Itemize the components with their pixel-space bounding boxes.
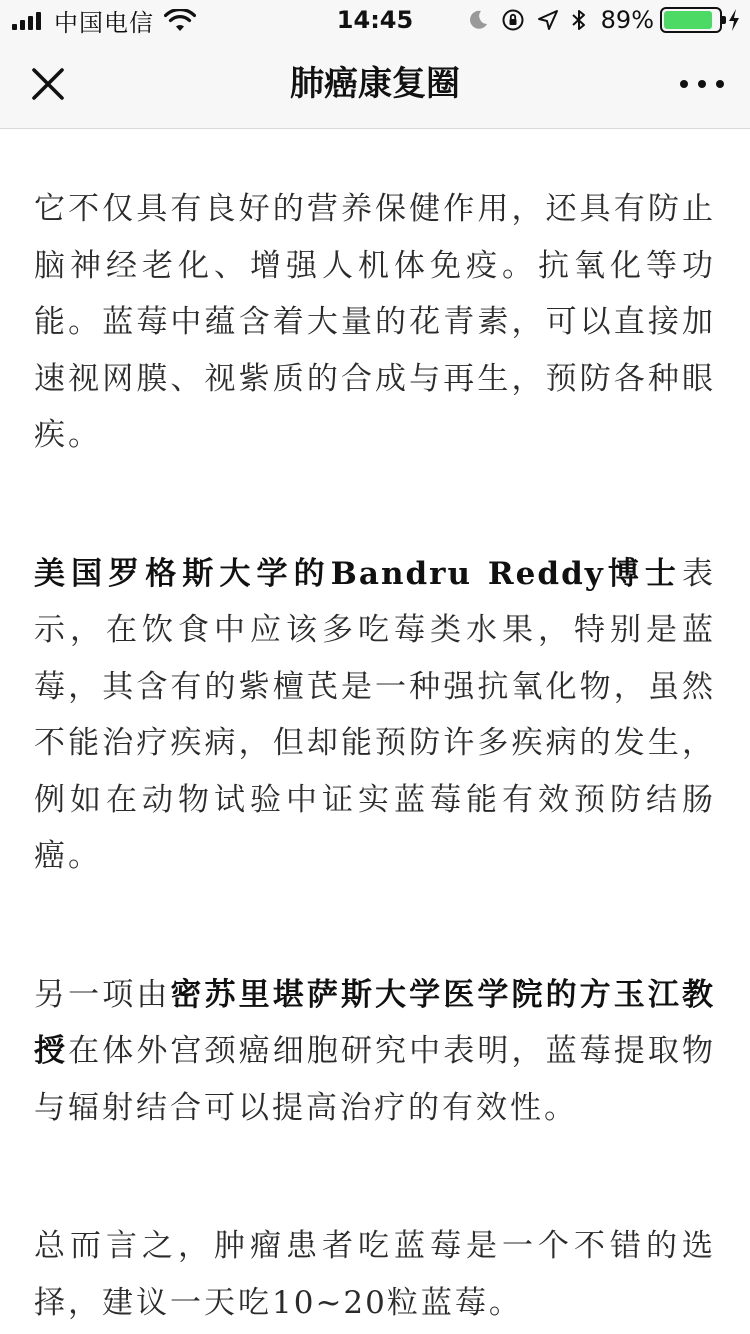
charging-bolt-icon xyxy=(728,9,740,31)
status-right xyxy=(455,6,740,34)
battery-level xyxy=(664,11,712,29)
paragraph-4-prefix: 总而言之，肿瘤患者吃蓝莓是一个不错的选择，建议一天吃 xyxy=(34,1228,716,1321)
status-bar xyxy=(0,0,750,40)
carrier-name: 中国电信 xyxy=(54,8,154,37)
bluetooth-icon xyxy=(571,8,587,32)
article-paragraph-1: 它不仅具有良好的营养保健作用，还具有防止脑神经老化、增强人机体免疫。抗氧化等功能。蓝莓中蕴含着大量的花青素，可以直接加速视网膜、视紫质的合成与再生，预防各种眼疾。 xyxy=(34,191,716,453)
highlight-researcher-name: Bandru Reddy xyxy=(330,555,605,592)
paragraph-3-text: 在体外宫颈癌细胞研究中表明，蓝莓提取物与辐射结合可以提高治疗的有效性。 xyxy=(34,1033,717,1126)
status-time: 14:45 xyxy=(336,6,414,34)
article-paragraph-4 xyxy=(34,1218,716,1331)
nav-bar xyxy=(0,40,750,129)
battery-percent: 89% xyxy=(600,6,654,34)
orientation-lock-icon xyxy=(501,8,525,32)
page-title: 肺癌康复圈 xyxy=(290,64,460,104)
paragraph-2-text: 表示，在饮食中应该多吃莓类水果，特别是蓝莓，其含有的紫檀芪是一种强抗氧化物，虽然不能治疗疾病，但却能预防许多疾病的发生，例如在动物试验中证实蓝莓能有效预防结肠癌。 xyxy=(34,555,717,874)
article-paragraph-3 xyxy=(34,967,716,1137)
more-icon[interactable] xyxy=(680,64,724,104)
battery-icon xyxy=(660,7,722,33)
location-icon xyxy=(537,9,559,31)
highlight-title: 博士 xyxy=(604,555,683,592)
quantity-range: 10~20 xyxy=(272,1284,387,1321)
moon-icon xyxy=(467,9,489,31)
paragraph-4-suffix: 粒蓝莓。 xyxy=(386,1284,523,1321)
article-paragraph-2 xyxy=(34,546,716,885)
highlight-university: 美国罗格斯大学的 xyxy=(34,555,331,592)
paragraph-3-prefix: 另一项由 xyxy=(34,976,171,1013)
highlight-professor: 密苏里堪萨斯大学医学院的方玉江教授 xyxy=(34,976,716,1069)
article-body xyxy=(34,128,716,1331)
